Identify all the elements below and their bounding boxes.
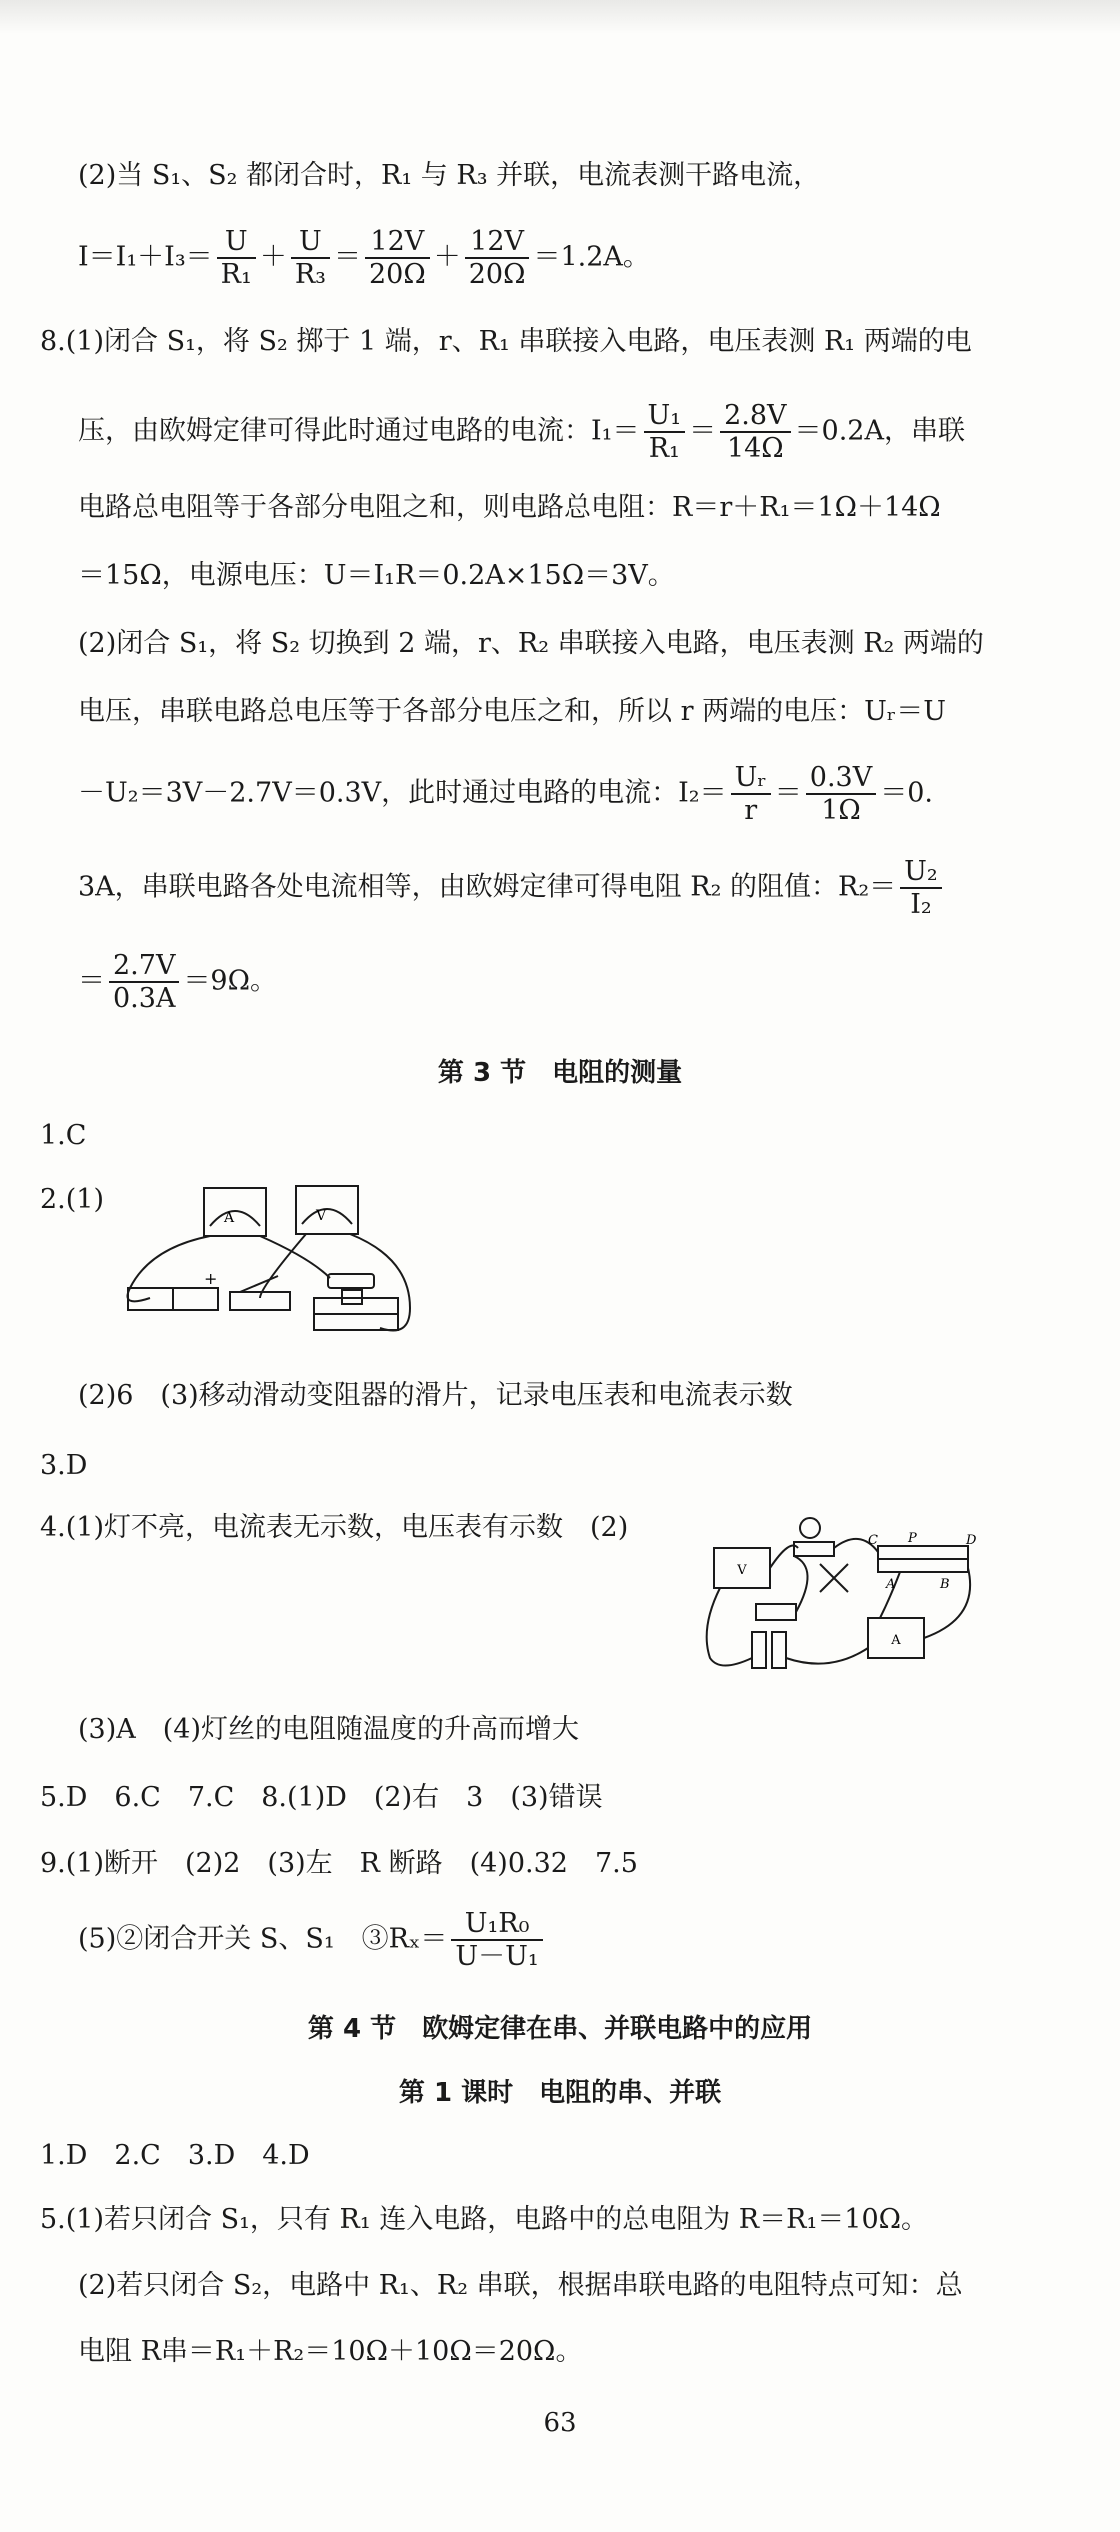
svg-text:A: A xyxy=(891,1633,901,1648)
fraction: $\frac{\text{Uᵣ}}{r}$ xyxy=(731,762,771,826)
svg-text:B: B xyxy=(940,1577,950,1592)
svg-text:V: V xyxy=(315,1208,327,1224)
answer-5-part2: (2)若只闭合 S₂，电路中 R₁、R₂ 串联，根据串联电路的电阻特点可知：总 xyxy=(78,2270,963,2301)
q7-part2-equation: I＝I₁＋I₃＝ $\frac{U}{\text{R₁}}$ ＋ $\frac{U}{\text{R₃}}$ ＝ $\frac{12V}{20\Omega}$ ＋ $\frac{12V}{20\Omega}$ ＝1.2A。 xyxy=(78,226,650,291)
fraction: $\frac{2.8V}{14\Omega}$ xyxy=(720,400,790,464)
answers-1-4: 1.D 2.C 3.D 4.D xyxy=(40,2140,310,2171)
eq-lhs: I＝I₁＋I₃＝ xyxy=(78,241,213,273)
lesson-1-title: 第 1 课时 电阻的串、并联 xyxy=(398,2078,722,2108)
svg-text:V: V xyxy=(737,1563,747,1578)
fraction: $\frac{0.3V}{1\Omega}$ xyxy=(806,762,876,826)
section-4-title: 第 4 节 欧姆定律在串、并联电路中的应用 xyxy=(307,2014,813,2044)
q8-line3: 电路总电阻等于各部分电阻之和，则电路总电阻：R＝r＋R₁＝1Ω＋14Ω xyxy=(78,492,941,523)
svg-text:+: + xyxy=(204,1269,218,1288)
answer-2: 2.(1) xyxy=(40,1184,105,1215)
answer-5-part2-cont: 电阻 R串＝R₁＋R₂＝10Ω＋10Ω＝20Ω。 xyxy=(78,2336,583,2367)
circuit-figure-2 xyxy=(700,1508,980,1676)
answer-5-part1: 5.(1)若只闭合 S₁，只有 R₁ 连入电路，电路中的总电阻为 R＝R₁＝10Ω。 xyxy=(40,2204,929,2235)
answer-1: 1.C xyxy=(40,1120,87,1151)
svg-text:C: C xyxy=(868,1533,878,1548)
answer-4-rest: (3)A (4)灯丝的电阻随温度的升高而增大 xyxy=(78,1714,579,1745)
svg-text:A: A xyxy=(886,1577,896,1592)
section-3-title: 第 3 节 电阻的测量 xyxy=(437,1058,683,1088)
fraction: $\frac{\text{U₂}}{\text{I₂}}$ xyxy=(900,856,942,920)
q7-part2-line: (2)当 S₁、S₂ 都闭合时，R₁ 与 R₃ 并联，电流表测干路电流， xyxy=(78,160,821,191)
q8-line4: ＝15Ω，电源电压：U＝I₁R＝0.2A×15Ω＝3V。 xyxy=(78,560,675,591)
q8-line8: 3A，串联电路各处电流相等，由欧姆定律可得电阻 R₂ 的阻值：R₂＝ $\frac{\text{U₂}}{\text{I₂}}$ xyxy=(78,856,946,920)
svg-text:D: D xyxy=(966,1533,977,1548)
fraction: $\frac{\text{U₁R₀}}{\text{U－U₁}}$ xyxy=(451,1908,542,1972)
fraction: $\frac{12V}{20\Omega}$ xyxy=(465,226,530,290)
answer-9-part5: (5)②闭合开关 S、S₁ ③Rₓ＝ $\frac{\text{U₁R₀}}{\text{U－U₁}}$ xyxy=(78,1908,547,1972)
q8-line5: (2)闭合 S₁，将 S₂ 切换到 2 端，r、R₂ 串联接入电路，电压表测 R₂ 两端的 xyxy=(78,628,984,659)
battery-icon xyxy=(752,1632,766,1668)
lamp-icon xyxy=(800,1518,820,1538)
answer-4: 4.(1)灯不亮，电流表无示数，电压表有示数 (2) xyxy=(40,1512,629,1543)
q8-line1: 8.(1)闭合 S₁，将 S₂ 掷于 1 端，r、R₁ 串联接入电路，电压表测 R₁ 两端的电 xyxy=(40,326,972,357)
answer-2-rest: (2)6 (3)移动滑动变阻器的滑片，记录电压表和电流表示数 xyxy=(78,1380,793,1411)
fraction: $\frac{12V}{20\Omega}$ xyxy=(365,226,430,290)
svg-text:A: A xyxy=(223,1210,235,1226)
switch-icon xyxy=(756,1604,796,1620)
q8-line7: －U₂＝3V－2.7V＝0.3V，此时通过电路的电流：I₂＝ $\frac{\text{Uᵣ}}{r}$ ＝ $\frac{0.3V}{1\Omega}$ ＝0. xyxy=(78,762,933,827)
q8-line6: 电压，串联电路总电压等于各部分电压之和，所以 r 两端的电压：Uᵣ＝U xyxy=(78,696,946,727)
circuit-figure-1 xyxy=(110,1178,440,1358)
eq-rhs: ＝1.2A。 xyxy=(533,241,650,273)
answer-3: 3.D xyxy=(40,1450,88,1481)
q8-line2: 压，由欧姆定律可得此时通过电路的电流：I₁＝ $\frac{\text{U₁}}{\text{R₁}}$ ＝ $\frac{2.8V}{14\Omega}$ ＝0.2A，串联 xyxy=(78,400,965,465)
fraction: $\frac{U}{\text{R₁}}$ xyxy=(217,226,256,290)
answer-9: 9.(1)断开 (2)2 (3)左 R 断路 (4)0.32 7.5 xyxy=(40,1848,638,1879)
fraction: $\frac{2.7V}{0.3A}$ xyxy=(109,950,179,1014)
page-number: 63 xyxy=(543,2408,577,2438)
fraction: $\frac{\text{U₁}}{\text{R₁}}$ xyxy=(644,400,686,464)
answers-5-8: 5.D 6.C 7.C 8.(1)D (2)右 3 (3)错误 xyxy=(40,1782,603,1813)
q8-line9: ＝ $\frac{2.7V}{0.3A}$ ＝9Ω。 xyxy=(78,950,278,1015)
scan-top-band xyxy=(0,0,1120,34)
svg-text:P: P xyxy=(908,1531,917,1546)
fraction: $\frac{U}{\text{R₃}}$ xyxy=(291,226,330,290)
